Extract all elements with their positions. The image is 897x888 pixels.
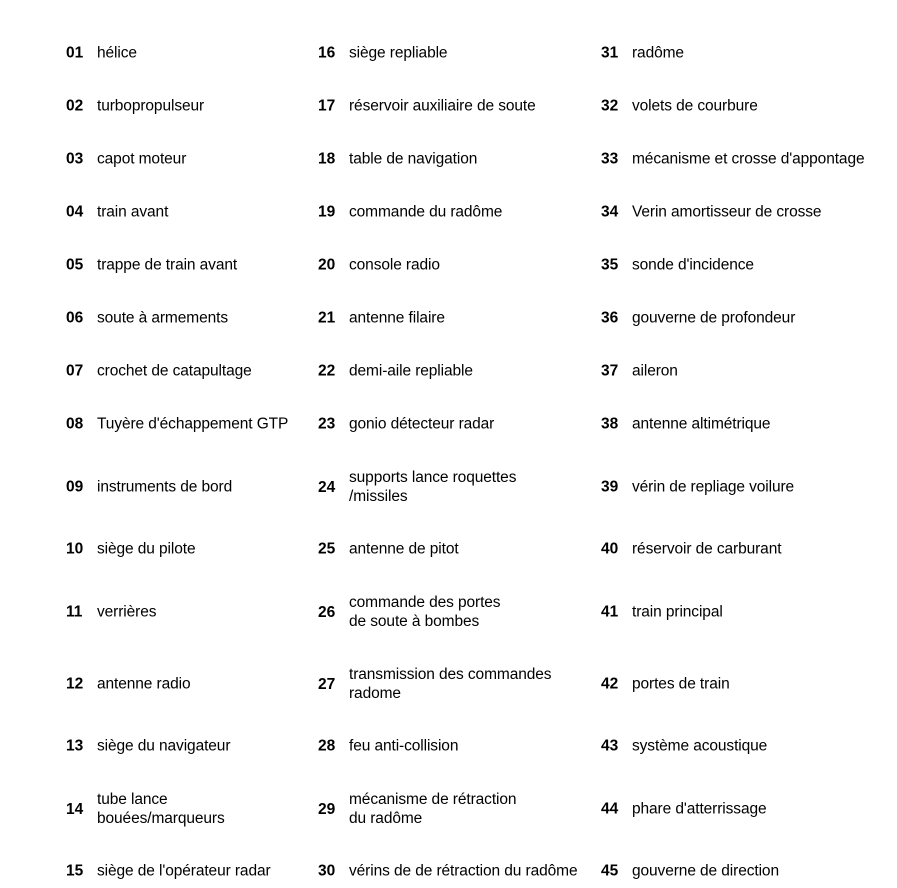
- legend-entry: [318, 150, 593, 169]
- entry-number: 04: [66, 203, 84, 221]
- entry-number: 01: [66, 44, 84, 62]
- entry-label: antenne radio: [97, 675, 191, 693]
- entry-number: 32: [601, 97, 619, 115]
- entry-number: 11: [66, 603, 83, 621]
- entry-label: gouverne de profondeur: [632, 309, 796, 327]
- entry-number: 29: [318, 800, 336, 818]
- legend-entry: [318, 97, 593, 116]
- entry-number: 17: [318, 97, 336, 115]
- entry-label: crochet de catapultage: [97, 362, 252, 380]
- legend-entry: [66, 362, 306, 381]
- entry-number: 13: [66, 737, 84, 755]
- entry-number: 38: [601, 415, 619, 433]
- legend-entry: [601, 603, 897, 622]
- entry-label: système acoustique: [632, 737, 768, 755]
- entry-label: radôme: [632, 44, 684, 62]
- legend-entry: [601, 256, 897, 275]
- entry-number: 16: [318, 44, 336, 62]
- entry-number: 31: [601, 44, 619, 62]
- entry-number: 34: [601, 203, 619, 221]
- legend-entry: [601, 97, 897, 116]
- legend-entry: [318, 44, 593, 63]
- entry-number: 42: [601, 675, 619, 693]
- legend-entry: [601, 800, 897, 819]
- entry-label: Verin amortisseur de crosse: [632, 203, 822, 221]
- entry-label: instruments de bord: [97, 478, 233, 496]
- entry-number: 02: [66, 97, 84, 115]
- legend-entry: [318, 665, 593, 703]
- legend-entry: [66, 478, 306, 497]
- entry-number: 39: [601, 478, 619, 496]
- entry-number: 35: [601, 256, 619, 274]
- legend-entry: [318, 203, 593, 222]
- entry-label: demi-aile repliable: [349, 362, 473, 380]
- entry-label: siège du pilote: [97, 540, 196, 558]
- entry-number: 19: [318, 203, 336, 221]
- entry-label: transmission des commandes radome: [349, 666, 552, 702]
- entry-number: 27: [318, 675, 336, 693]
- legend-entry: [601, 203, 897, 222]
- entry-number: 43: [601, 737, 619, 755]
- legend-entry: [66, 415, 306, 434]
- entry-number: 40: [601, 540, 619, 558]
- entry-label: siège de l'opérateur radar: [97, 862, 271, 880]
- entry-label: vérin de repliage voilure: [632, 478, 795, 496]
- legend-column-1: [66, 0, 306, 888]
- legend-column-2: [318, 0, 593, 888]
- entry-label: Tuyère d'échappement GTP: [97, 415, 289, 433]
- entry-number: 23: [318, 415, 336, 433]
- entry-number: 12: [66, 675, 84, 693]
- entry-label: antenne filaire: [349, 309, 445, 327]
- entry-number: 10: [66, 540, 84, 558]
- entry-label: réservoir auxiliaire de soute: [349, 97, 536, 115]
- entry-label: tube lance bouées/marqueurs: [97, 791, 225, 827]
- legend-entry: [601, 44, 897, 63]
- entry-number: 21: [318, 309, 336, 327]
- legend-entry: [601, 150, 897, 169]
- legend-entry: [318, 256, 593, 275]
- entry-label: supports lance roquettes /missiles: [349, 469, 517, 505]
- entry-label: aileron: [632, 362, 678, 380]
- entry-label: portes de train: [632, 675, 730, 693]
- legend-entry: [601, 309, 897, 328]
- legend-entry: [318, 415, 593, 434]
- entry-label: train principal: [632, 603, 723, 621]
- entry-label: siège du navigateur: [97, 737, 231, 755]
- entry-number: 30: [318, 862, 336, 880]
- entry-label: antenne de pitot: [349, 540, 459, 558]
- entry-number: 44: [601, 800, 619, 818]
- legend-entry: [66, 540, 306, 559]
- entry-number: 03: [66, 150, 84, 168]
- entry-number: 36: [601, 309, 619, 327]
- legend-entry: [66, 97, 306, 116]
- entry-label: phare d'atterrissage: [632, 800, 767, 818]
- legend-entry: [601, 675, 897, 694]
- legend-entry: [601, 540, 897, 559]
- entry-number: 33: [601, 150, 619, 168]
- entry-label: table de navigation: [349, 150, 478, 168]
- entry-number: 41: [601, 603, 619, 621]
- entry-number: 14: [66, 800, 84, 818]
- entry-number: 26: [318, 603, 336, 621]
- entry-number: 25: [318, 540, 336, 558]
- entry-label: sonde d'incidence: [632, 256, 754, 274]
- entry-number: 45: [601, 862, 619, 880]
- entry-label: mécanisme et crosse d'appontage: [632, 150, 865, 168]
- entry-number: 22: [318, 362, 336, 380]
- entry-number: 24: [318, 478, 336, 496]
- entry-number: 08: [66, 415, 84, 433]
- entry-label: verrières: [97, 603, 157, 621]
- legend-entry: [66, 203, 306, 222]
- entry-label: feu anti-collision: [349, 737, 459, 755]
- legend-entry: [318, 540, 593, 559]
- legend-column-3: [601, 0, 897, 888]
- entry-label: siège repliable: [349, 44, 448, 62]
- entry-number: 07: [66, 362, 84, 380]
- legend-entry: [318, 362, 593, 381]
- entry-label: capot moteur: [97, 150, 187, 168]
- legend-entry: [318, 468, 593, 506]
- legend-entry: [66, 790, 306, 828]
- legend-entry: [66, 150, 306, 169]
- legend-entry: [66, 675, 306, 694]
- entry-number: 20: [318, 256, 336, 274]
- entry-number: 18: [318, 150, 336, 168]
- legend-entry: [318, 790, 593, 828]
- legend-entry: [601, 362, 897, 381]
- entry-number: 09: [66, 478, 84, 496]
- entry-label: réservoir de carburant: [632, 540, 782, 558]
- legend-entry: [318, 862, 593, 881]
- legend-entry: [66, 737, 306, 756]
- legend-entry: [318, 593, 593, 631]
- entry-label: trappe de train avant: [97, 256, 238, 274]
- legend-entry: [66, 862, 306, 881]
- legend-entry: [601, 415, 897, 434]
- entry-label: volets de courbure: [632, 97, 758, 115]
- entry-label: console radio: [349, 256, 440, 274]
- entry-label: gouverne de direction: [632, 862, 779, 880]
- entry-number: 15: [66, 862, 84, 880]
- legend-entry: [66, 256, 306, 275]
- legend-entry: [601, 478, 897, 497]
- entry-number: 06: [66, 309, 84, 327]
- legend-entry: [601, 862, 897, 881]
- legend-entry: [601, 737, 897, 756]
- entry-label: vérins de de rétraction du radôme: [349, 862, 578, 880]
- entry-label: commande des portes de soute à bombes: [349, 594, 501, 630]
- entry-label: commande du radôme: [349, 203, 503, 221]
- legend-entry: [66, 309, 306, 328]
- entry-number: 05: [66, 256, 84, 274]
- entry-label: mécanisme de rétraction du radôme: [349, 791, 517, 827]
- entry-number: 37: [601, 362, 619, 380]
- entry-label: turbopropulseur: [97, 97, 205, 115]
- legend-entry: [66, 44, 306, 63]
- entry-label: soute à armements: [97, 309, 228, 327]
- entry-label: hélice: [97, 44, 137, 62]
- entry-number: 28: [318, 737, 336, 755]
- legend-entry: [318, 309, 593, 328]
- entry-label: gonio détecteur radar: [349, 415, 495, 433]
- entry-label: train avant: [97, 203, 169, 221]
- legend-entry: [318, 737, 593, 756]
- legend-entry: [66, 603, 306, 622]
- entry-label: antenne altimétrique: [632, 415, 771, 433]
